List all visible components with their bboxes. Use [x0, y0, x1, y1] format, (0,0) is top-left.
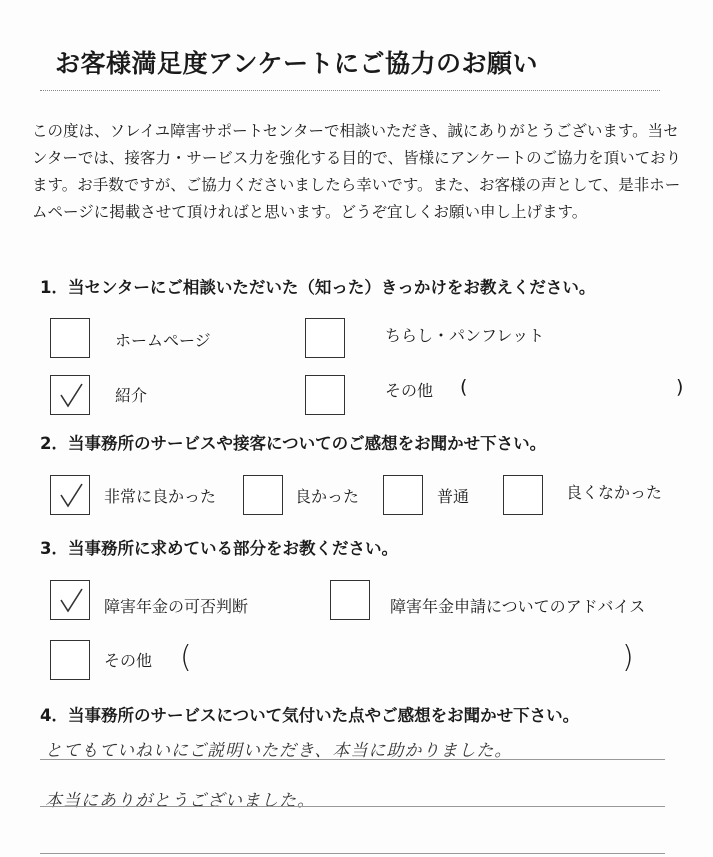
- page-title: お客様満足度アンケートにご協力のお願い: [55, 49, 539, 78]
- checkbox-referral[interactable]: [50, 375, 90, 415]
- question-4: 4．当事務所のサービスについて気付いた点やご感想をお聞かせ下さい。: [40, 706, 580, 725]
- option-advice: 障害年金申請についてのアドバイス: [390, 597, 646, 616]
- answer-line-1[interactable]: とてもていねいにご説明いただき、本当に助かりました。: [45, 741, 513, 761]
- paren-open: (: [460, 376, 468, 398]
- check-icon: [57, 482, 85, 510]
- checkbox-other-q3[interactable]: [50, 640, 90, 680]
- answer-rule: [40, 853, 665, 854]
- option-homepage: ホームページ: [115, 331, 211, 350]
- answer-line-2[interactable]: 本当にありがとうございました。: [45, 791, 315, 811]
- option-other-q3: その他: [104, 651, 153, 670]
- option-referral: 紹介: [115, 386, 148, 405]
- option-not-good: 良くなかった: [566, 483, 663, 502]
- title-divider: [40, 90, 660, 91]
- answer-rule: [40, 759, 665, 760]
- checkbox-good[interactable]: [243, 475, 283, 515]
- check-icon: [57, 587, 85, 615]
- checkbox-other-q1[interactable]: [305, 375, 345, 415]
- checkbox-very-good[interactable]: [50, 475, 90, 515]
- question-2: 2．当事務所のサービスや接客についてのご感想をお聞かせ下さい。: [40, 434, 547, 453]
- option-eligibility: 障害年金の可否判断: [104, 597, 249, 616]
- checkbox-eligibility[interactable]: [50, 580, 90, 620]
- checkbox-average[interactable]: [383, 475, 423, 515]
- option-average: 普通: [437, 487, 470, 506]
- check-icon: [57, 382, 85, 410]
- answer-rule: [40, 806, 665, 807]
- option-very-good: 非常に良かった: [104, 487, 217, 506]
- option-other-q1: その他: [385, 381, 434, 400]
- checkbox-flyer[interactable]: [305, 318, 345, 358]
- checkbox-advice[interactable]: [330, 580, 370, 620]
- paren-close-q3: ): [622, 640, 634, 675]
- option-flyer: ちらし・パンフレット: [385, 326, 545, 345]
- checkbox-homepage[interactable]: [50, 318, 90, 358]
- checkbox-not-good[interactable]: [503, 475, 543, 515]
- paren-close: ): [676, 376, 684, 398]
- intro-paragraph: この度は、ソレイユ障害サポートセンターで相談いただき、誠にありがとうございます。当センターでは、接客力・サービス力を強化する目的で、皆様にアンケートのご協力を頂いております。お手数ですが、ご協力くださいましたら幸いです。また、お客様の声として、是非ホームページに掲載させて頂ければと思います。どうぞ宜しくお願い申し上げます。: [32, 122, 682, 221]
- paren-open-q3: (: [180, 640, 192, 675]
- question-1: 1．当センターにご相談いただいた（知った）きっかけをお教えください。: [40, 278, 596, 297]
- option-good: 良かった: [295, 487, 360, 506]
- question-3: 3．当事務所に求めている部分をお教ください。: [40, 539, 398, 558]
